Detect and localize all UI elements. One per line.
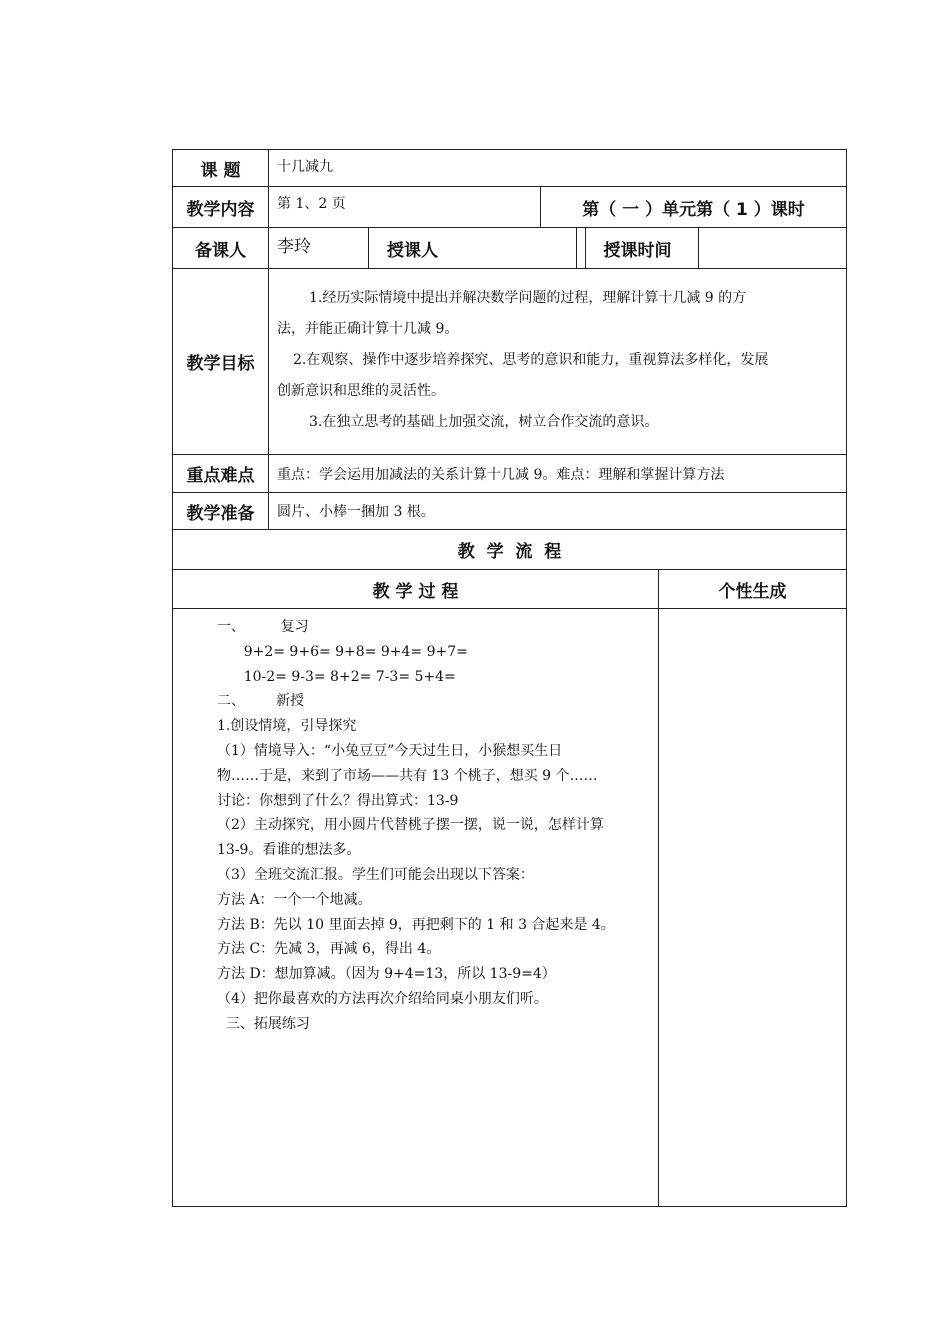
- unit-lesson: 第（ 一 ）单元第（ 1 ）课时: [582, 199, 805, 220]
- prep-value: 圆片、小棒一捆加 3 根。: [277, 504, 435, 520]
- preparer-value: 李玲: [269, 228, 369, 268]
- process-line: （3）全班交流汇报。学生们可能会出现以下答案：: [217, 866, 534, 883]
- row-key: [173, 455, 846, 493]
- teacher-label: 授课人: [369, 228, 577, 268]
- process-line: 13-9。看谁的想法多。: [217, 842, 361, 859]
- personal-body: [659, 609, 846, 1206]
- row-staff: [173, 228, 846, 269]
- topic-label: 课 题: [173, 150, 269, 186]
- process-text: [217, 615, 657, 1037]
- time-label: 授课时间: [577, 228, 699, 268]
- goal-line: 2.在观察、操作中逐步培养探究、思考的意识和能力，重视算法多样化，发展: [293, 352, 769, 368]
- process-body: [173, 609, 659, 1206]
- goal-line: 3.在独立思考的基础上加强交流，树立合作交流的意识。: [309, 414, 659, 430]
- content-label: 教学内容: [173, 187, 269, 227]
- row-process-body: [173, 609, 846, 1206]
- flow-title: 教 学 流 程: [457, 542, 562, 562]
- lesson-plan-table: [172, 149, 847, 1207]
- row-goals: [173, 269, 846, 455]
- time-value: [699, 228, 846, 268]
- prep-label: 教学准备: [173, 493, 269, 529]
- process-line: 方法 D：想加算减。（因为 9+4=13，所以 13-9=4）: [217, 966, 556, 983]
- goal-line: 法，并能正确计算十几减 9。: [277, 321, 459, 337]
- process-line: （2）主动探究，用小圆片代替桃子摆一摆，说一说，怎样计算: [217, 817, 604, 834]
- goals-text: [269, 269, 846, 454]
- goal-line: 1.经历实际情境中提出并解决数学问题的过程，理解计算十几减 9 的方: [309, 290, 747, 306]
- process-line: 方法 B：先以 10 里面去掉 9，再把剩下的 1 和 3 合起来是 4。: [217, 916, 615, 933]
- process-line: 方法 C：先减 3，再减 6，得出 4。: [217, 941, 441, 958]
- process-line: 方法 A：一个一个地减。: [217, 891, 372, 908]
- row-topic: [173, 150, 846, 187]
- row-prep: [173, 493, 846, 530]
- goals-label: 教学目标: [173, 269, 269, 454]
- row-process-header: [173, 570, 846, 609]
- key-label: 重点难点: [173, 455, 269, 492]
- topic-value: 十几减九: [277, 159, 333, 175]
- process-line: 物……于是，来到了市场——共有 13 个桃子，想买 9 个……: [217, 767, 598, 784]
- row-flow-title: [173, 530, 846, 570]
- process-line: 三、拓展练习: [217, 1015, 310, 1032]
- process-line: （1）情境导入：“小兔豆豆”今天过生日，小猴想买生日: [217, 742, 563, 759]
- row-content: [173, 187, 846, 228]
- content-value: 第 1、2 页: [269, 187, 541, 227]
- preparer-label: 备课人: [173, 228, 269, 268]
- process-line: 一、 复习: [217, 619, 309, 635]
- process-line: （4）把你最喜欢的方法再次介绍给同桌小朋友们听。: [217, 990, 548, 1007]
- process-line: 10-2= 9-3= 8+2= 7-3= 5+4=: [217, 668, 456, 685]
- process-line: 9+2= 9+6= 9+8= 9+4= 9+7=: [217, 643, 468, 660]
- process-line: 1.创设情境，引导探究: [217, 718, 357, 735]
- goal-line: 创新意识和思维的灵活性。: [277, 383, 445, 399]
- personal-header: 个性生成: [718, 581, 787, 602]
- process-line: 二、 新授: [217, 693, 305, 710]
- process-line: 讨论：你想到了什么？得出算式：13-9: [217, 792, 459, 809]
- process-header: 教 学 过 程: [173, 570, 659, 608]
- key-value: 重点：学会运用加减法的关系计算十几减 9。难点：理解和掌握计算方法: [277, 467, 725, 483]
